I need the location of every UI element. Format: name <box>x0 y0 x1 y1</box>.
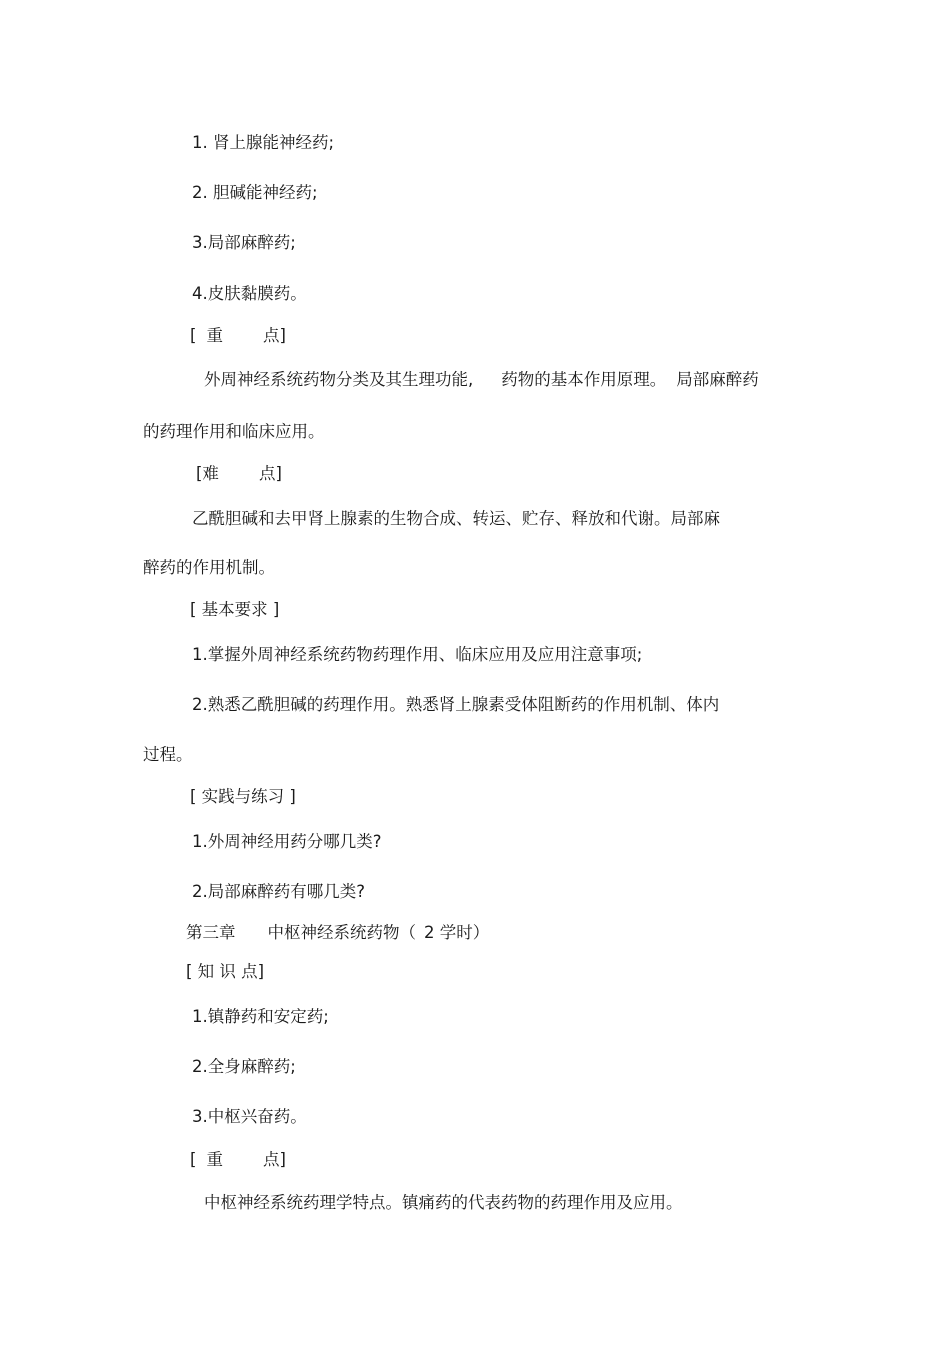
knowledge-heading: [ 知 识 点] <box>186 962 265 981</box>
list-item: 1.镇静药和安定药; <box>192 1007 329 1026</box>
list-item: 4.皮肤黏膜药。 <box>192 284 307 303</box>
difficult-points-heading: [难 点] <box>196 464 282 483</box>
difficult-points-text: 乙酰胆碱和去甲肾上腺素的生物合成、转运、贮存、释放和代谢。局部麻 <box>192 509 720 528</box>
list-item: 1. 肾上腺能神经药; <box>192 133 335 152</box>
list-item: 3.局部麻醉药; <box>192 233 296 252</box>
key-points-text: 中枢神经系统药理学特点。镇痛药的代表药物的药理作用及应用。 <box>204 1193 683 1212</box>
chapter-title: 第三章 中枢神经系统药物（ 2 学时） <box>186 923 490 942</box>
requirement-item: 1.掌握外周神经系统药物药理作用、临床应用及应用注意事项; <box>192 645 643 664</box>
list-item: 2.全身麻醉药; <box>192 1057 296 1076</box>
list-item: 2. 胆碱能神经药; <box>192 183 318 202</box>
difficult-points-text-cont: 醉药的作用机制。 <box>143 558 275 577</box>
list-item: 3.中枢兴奋药。 <box>192 1107 307 1126</box>
practice-question: 1.外周神经用药分哪几类? <box>192 832 382 851</box>
key-points-text-cont: 的药理作用和临床应用。 <box>143 422 325 441</box>
practice-heading: [ 实践与练习 ] <box>190 787 296 806</box>
requirement-item-cont: 过程。 <box>143 745 193 764</box>
practice-question: 2.局部麻醉药有哪几类? <box>192 882 366 901</box>
key-points-heading: [ 重 点] <box>190 326 286 345</box>
key-points-heading: [ 重 点] <box>190 1150 286 1169</box>
requirements-heading: [ 基本要求 ] <box>190 600 280 619</box>
requirement-item: 2.熟悉乙酰胆碱的药理作用。熟悉肾上腺素受体阻断药的作用机制、体内 <box>192 695 720 714</box>
key-points-text: 外周神经系统药物分类及其生理功能, 药物的基本作用原理。 局部麻醉药 <box>204 370 759 389</box>
